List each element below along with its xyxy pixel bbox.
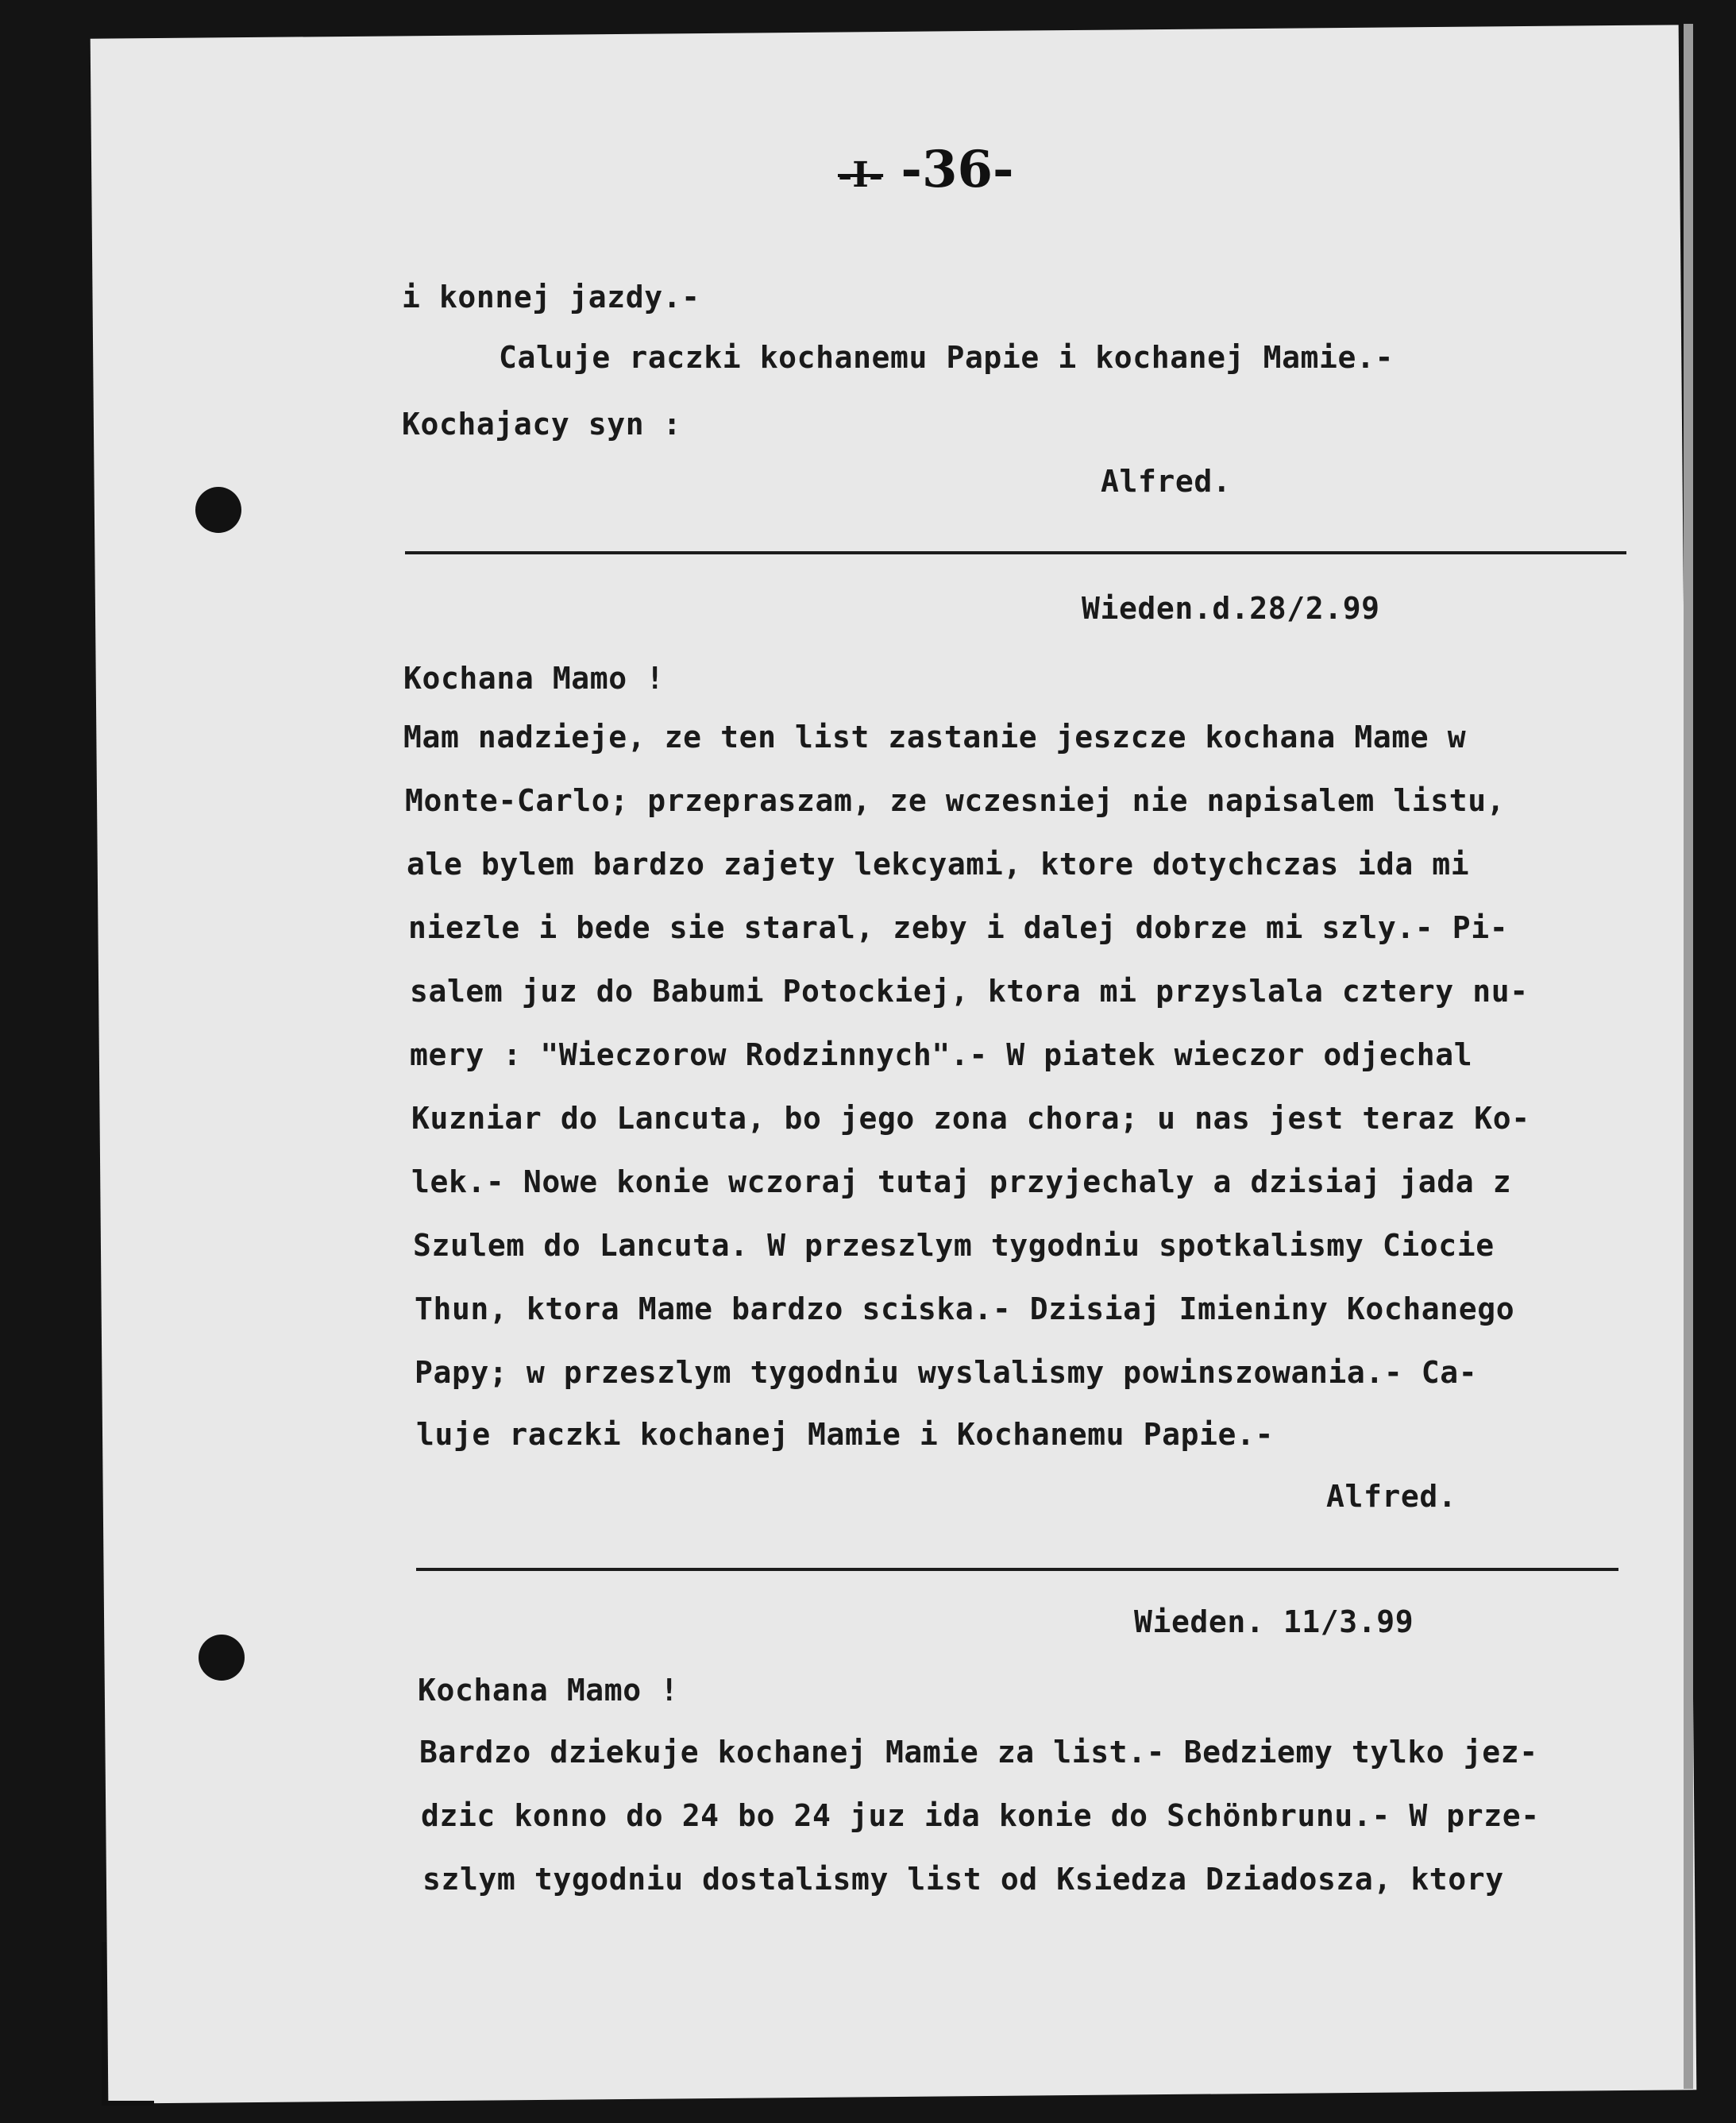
body-line: luje raczki kochanej Mamie i Kochanemu Papie.- [416,1417,1274,1452]
body-line: Kochajacy syn : [402,407,682,442]
body-line: Papy; w przeszlym tygodniu wyslalismy powinszowania.- Ca- [415,1355,1478,1390]
signature: Alfred. [1101,464,1232,499]
punch-hole-bottom [199,1635,245,1681]
body-line: Monte-Carlo; przepraszam, ze wczesniej nie napisalem listu, [405,783,1506,818]
salutation: Kochana Mamo ! [403,661,665,696]
body-line: Kuzniar do Lancuta, bo jego zona chora; u nas jest teraz Ko- [411,1101,1530,1136]
body-line: dzic konno do 24 bo 24 juz ida konie do Schönbrunu.- W prze- [421,1798,1540,1833]
current-page-number: -36- [901,140,1014,199]
page-number [838,140,1014,199]
salutation: Kochana Mamo ! [418,1673,679,1708]
paper-edge [1684,24,1693,2089]
divider-line [416,1568,1618,1571]
struck-page-number: -I- [838,155,884,195]
body-line: mery : "Wieczorow Rodzinnych".- W piatek wieczor odjechal [410,1037,1473,1072]
body-line: Mam nadzieje, ze ten list zastanie jeszcze kochana Mame w [403,720,1467,755]
body-line: salem juz do Babumi Potockiej, ktora mi przyslala cztery nu- [410,974,1529,1009]
body-line: i konnej jazdy.- [402,280,700,315]
body-line: Thun, ktora Mame bardzo sciska.- Dzisiaj Imieniny Kochanego [415,1291,1515,1326]
body-line: Caluje raczki kochanemu Papie i kochanej Mamie.- [499,340,1394,375]
punch-hole-top [195,487,241,533]
corner-bracket-mark [102,1942,154,2106]
divider-line [405,551,1626,554]
body-line: ale bylem bardzo zajety lekcyami, ktore dotychczas ida mi [407,847,1470,882]
letter-date: Wieden. 11/3.99 [1134,1604,1414,1639]
body-line: niezle i bede sie staral, zeby i dalej dobrze mi szly.- Pi- [408,910,1509,945]
signature: Alfred. [1326,1479,1457,1514]
body-line: Bardzo dziekuje kochanej Mamie za list.- Bedziemy tylko jez- [419,1735,1538,1770]
body-line: lek.- Nowe konie wczoraj tutaj przyjechaly a dzisiaj jada z [411,1164,1512,1199]
body-line: szlym tygodniu dostalismy list od Ksiedza Dziadosza, ktory [422,1862,1504,1897]
body-line: Szulem do Lancuta. W przeszlym tygodniu spotkalismy Ciocie [413,1228,1495,1263]
letter-date: Wieden.d.28/2.99 [1082,591,1380,626]
